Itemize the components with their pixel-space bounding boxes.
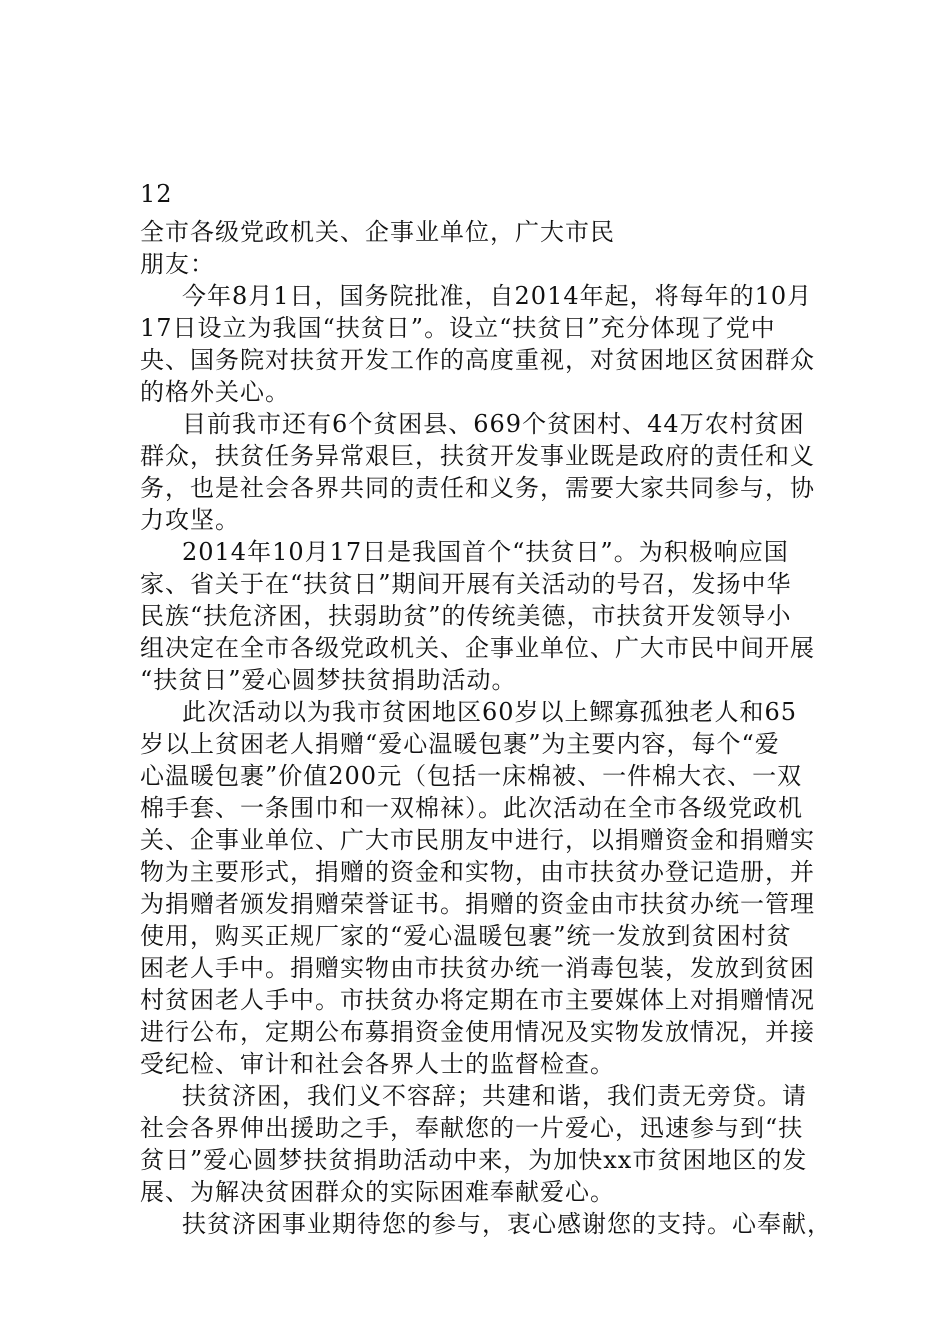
page-number: 12	[140, 180, 173, 208]
paragraph-5-line: 贫日”爱心圆梦扶贫捐助活动中来，为加快xx市贫困地区的发	[140, 1146, 808, 1174]
salutation-line-1: 全市各级党政机关、企事业单位，广大市民	[140, 218, 615, 246]
paragraph-1-line: 今年8月1日，国务院批准，自2014年起，将每年的10月	[182, 282, 813, 310]
salutation-line-2: 朋友：	[140, 250, 215, 278]
paragraph-4-line: 为捐赠者颁发捐赠荣誉证书。捐赠的资金由市扶贫办统一管理	[140, 890, 815, 918]
paragraph-5-line: 扶贫济困，我们义不容辞；共建和谐，我们责无旁贷。请	[182, 1082, 807, 1110]
paragraph-5-line: 社会各界伸出援助之手，奉献您的一片爱心，迅速参与到“扶	[140, 1114, 804, 1142]
paragraph-2-line: 目前我市还有6个贫困县、669个贫困村、44万农村贫困	[182, 410, 805, 438]
paragraph-1-line: 的格外关心。	[140, 378, 290, 406]
paragraph-4-line: 物为主要形式，捐赠的资金和实物，由市扶贫办登记造册，并	[140, 858, 815, 886]
paragraph-4-line: 使用，购买正规厂家的“爱心温暖包裹”统一发放到贫困村贫	[140, 922, 792, 950]
paragraph-5-line: 展、为解决贫困群众的实际困难奉献爱心。	[140, 1178, 615, 1206]
paragraph-4-line: 村贫困老人手中。市扶贫办将定期在市主要媒体上对捐赠情况	[140, 986, 815, 1014]
paragraph-4-line: 棉手套、一条围巾和一双棉袜）。此次活动在全市各级党政机	[140, 794, 803, 822]
paragraph-4-line: 进行公布，定期公布募捐资金使用情况及实物发放情况，并接	[140, 1018, 815, 1046]
paragraph-4-line: 困老人手中。捐赠实物由市扶贫办统一消毒包装，发放到贫困	[140, 954, 815, 982]
paragraph-4-line: 此次活动以为我市贫困地区60岁以上鳏寡孤独老人和65	[182, 698, 798, 726]
paragraph-4-line: 岁以上贫困老人捐赠“爱心温暖包裹”为主要内容，每个“爱	[140, 730, 780, 758]
paragraph-3-line: 组决定在全市各级党政机关、企事业单位、广大市民中间开展	[140, 634, 815, 662]
paragraph-3-line: 民族“扶危济困，扶弱助贫”的传统美德，市扶贫开发领导小	[140, 602, 792, 630]
paragraph-4-line: 关、企事业单位、广大市民朋友中进行，以捐赠资金和捐赠实	[140, 826, 815, 854]
paragraph-4-line: 心温暖包裹”价值200元（包括一床棉被、一件棉大衣、一双	[140, 762, 803, 790]
paragraph-1-line: 17日设立为我国“扶贫日”。设立“扶贫日”充分体现了党中	[140, 314, 776, 342]
paragraph-2-line: 群众，扶贫任务异常艰巨，扶贫开发事业既是政府的责任和义	[140, 442, 815, 470]
paragraph-3-line: 家、省关于在“扶贫日”期间开展有关活动的号召，发扬中华	[140, 570, 792, 598]
paragraph-3-line: “扶贫日”爱心圆梦扶贫捐助活动。	[140, 666, 517, 694]
paragraph-1-line: 央、国务院对扶贫开发工作的高度重视，对贫困地区贫困群众	[140, 346, 815, 374]
paragraph-2-line: 力攻坚。	[140, 506, 240, 534]
paragraph-6-line: 扶贫济困事业期待您的参与，衷心感谢您的支持。心奉献，	[182, 1210, 832, 1238]
paragraph-4-line: 受纪检、审计和社会各界人士的监督检查。	[140, 1050, 615, 1078]
paragraph-2-line: 务，也是社会各界共同的责任和义务，需要大家共同参与，协	[140, 474, 815, 502]
paragraph-3-line: 2014年10月17日是我国首个“扶贫日”。为积极响应国	[182, 538, 789, 566]
